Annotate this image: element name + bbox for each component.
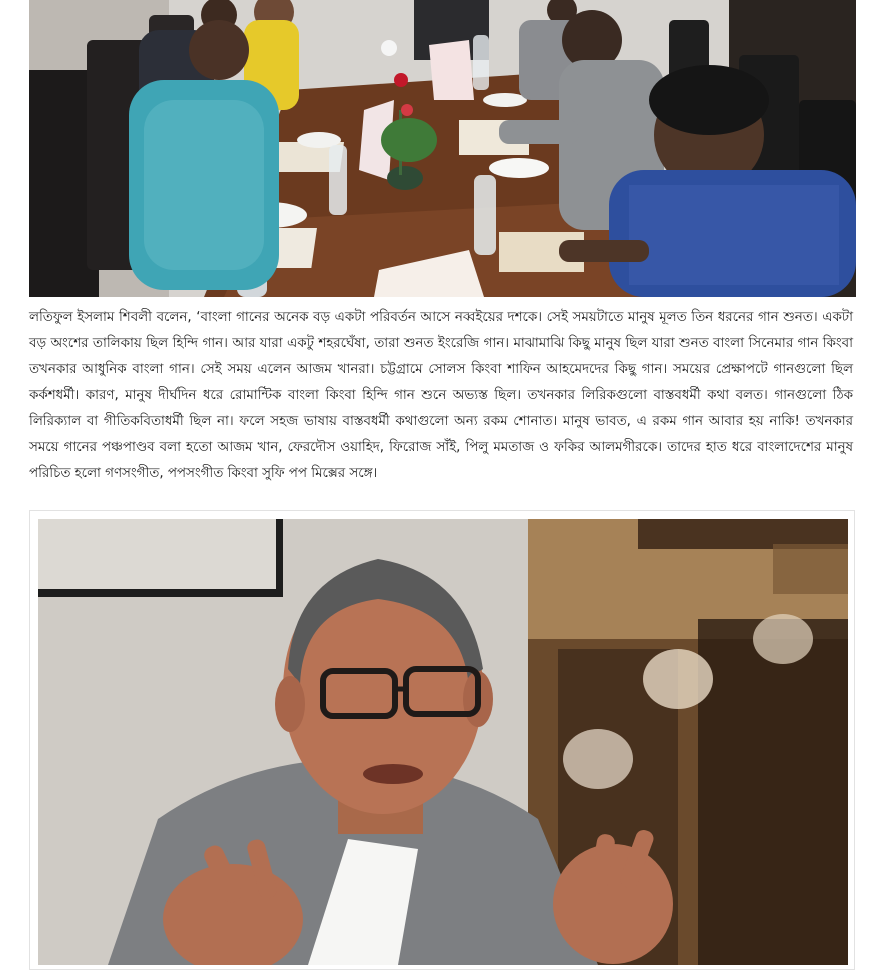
meeting-photo-illustration [29,0,856,297]
article-paragraph: লতিফুল ইসলাম শিবলী বলেন, ‘বাংলা গানের অনেক বড় একটা পরিবর্তন আসে নব্বইয়ের দশকে। সেই সময়টাতে মানুষ মূলত তিন ধরনের গান শুনত। একটা বড় অংশের তালিকায় ছিল হিন্দি গান। আর যারা একটু শহরঘেঁষা, তারা শুনত ইংরেজি গান। মাঝামাঝি কিছু মানুষ ছিল যারা শুনত বাংলা সিনেমার গান কিংবা তখনকার আধুনিক বাংলা গান। সেই সময় এলেন আজম খানরা। চট্টগ্রামে সোলস কিংবা শাফিন আহমেদদের কিছু গান। সময়ের প্রেক্ষাপটে গানগুলো ছিল কর্কশধর্মী। কারণ, মানুষ দীর্ঘদিন ধরে রোমান্টিক বাংলা কিংবা হিন্দি গান শুনে অভ্যস্ত ছিল। তখনকার লিরিকগুলো বাস্তবধর্মী কথা বলত। গানগুলো ঠিক লিরিক্যাল বা গীতিকবিতাধর্মী ছিল না। ফলে সহজ ভাষায় বাস্তবধর্মী কথাগুলো অন্য রকম শোনাত। মানুষ ভাবত, এ রকম গান আবার হয় নাকি! তখনকার সময়ে গানের পঞ্চপাণ্ডব বলা হতো আজম খান, ফেরদৌস ওয়াহিদ, ফিরোজ সাঁই, পিলু মমতাজ ও ফকির আলমগীরকে। তাদের হাত ধরে বাংলাদেশের মানুষ পরিচিত হলো গণসংগীত, পপসংগীত কিংবা সুফি পপ মিক্সের সঙ্গে। [29,310,854,481]
portrait-photo-illustration [38,519,848,965]
top-photo [29,0,856,297]
bottom-photo [38,519,848,965]
